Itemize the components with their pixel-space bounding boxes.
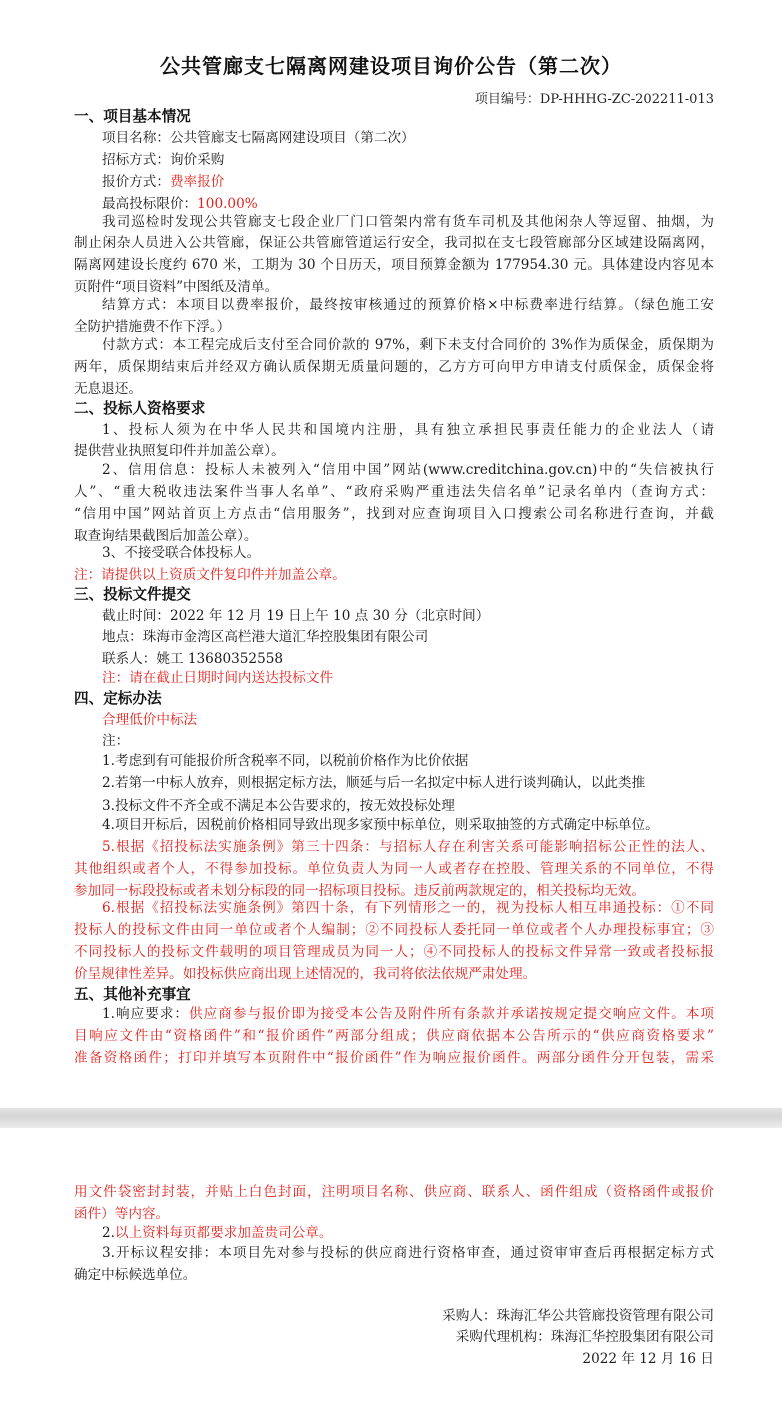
payment-line: 无息退还。 (74, 381, 142, 397)
page-separator (0, 1108, 782, 1128)
seal-requirement-label: 2. (102, 1225, 115, 1241)
award-rule-6-line: 价呈规律性差异。如投标供应商出现上述情况的，我司将依法依规严肃处理。 (74, 966, 537, 982)
qualification-item-2-line: “信用中国”网站首页上方点击“信用服务”，找到对应查询项目入口搜索公司名称进行查询，并截 (74, 506, 714, 522)
payment-line: 两年，质保期结束后并经双方确认质保期无质量问题的，乙方方可向甲方申请支付质保金，质保金将 (74, 359, 714, 375)
qualification-item-2-line: 取查询结果截图后加盖公章）。 (74, 528, 258, 544)
document-title: 公共管廊支七隔离网建设项目询价公告（第二次） (160, 54, 622, 78)
award-rule-5-line: 5.根据《招投标法实施条例》第三十四条：与招标人存在利害关系可能影响招标公正性的法人、 (102, 839, 714, 855)
award-rule-4: 4.项目开标后，因税前价格相同导致出现多家预中标单位，则采取抽签的方式确定中标单位。 (102, 817, 659, 833)
signature-date: 2022 年 12 月 16 日 (582, 1351, 714, 1367)
response-requirement-continued-line: 用文件袋密封封装，并贴上白色封面，注明项目名称、供应商、联系人、函件组成（资格函件或报价 (74, 1184, 714, 1200)
award-rule-6-line: 投标人的投标文件由同一单位或者个人编制；②不同投标人委托同一单位或者个人办理投标事宜；③ (74, 922, 714, 938)
response-requirement-label: 1.响应要求： (102, 1006, 190, 1022)
award-rule-6-line: 6.根据《招投标法实施条例》第四十条，有下列情形之一的，视为投标人相互串通投标：①不同 (102, 900, 714, 916)
qualification-item-2-line: 人”、“重大税收违法案件当事人名单”、“政府采购严重违法失信名单”记录名单内（查询方式： (74, 484, 714, 500)
section-1-heading: 一、项目基本情况 (74, 108, 191, 125)
section-3-heading: 三、投标文件提交 (74, 586, 191, 603)
project-description-line: 制止闲杂人员进入公共管廊，保证公共管廊管道运行安全，我司拟在支七段管廊部分区域建设隔离网， (74, 235, 714, 251)
submission-address: 地点：珠海市金湾区高栏港大道汇华控股集团有限公司 (102, 629, 429, 645)
response-requirement-line: 准备资格函件；打印并填写本页附件中“报价函件”作为响应报价函件。两部分函件分开包装，需采 (74, 1050, 714, 1066)
project-description-line: 我司巡检时发现公共管廊支七段企业厂门口管架内常有货车司机及其他闲杂人等逗留、抽烟，为 (102, 214, 714, 230)
award-rule-1: 1.考虑到有可能报价所含税率不同，以税前价格作为比价依据 (102, 753, 469, 769)
seal-requirement (102, 1222, 714, 1244)
submission-deadline: 截止时间：2022 年 12 月 19 日上午 10 点 30 分（北京时间） (102, 608, 490, 624)
qualification-note: 注：请提供以上资质文件复印件并加盖公章。 (74, 567, 346, 583)
tender-method: 招标方式：询价采购 (102, 152, 225, 168)
section-5-heading: 五、其他补充事宜 (74, 986, 191, 1003)
qualification-item-2-line: 2、信用信息：投标人未被列入“信用中国”网站(www.creditchina.gov.cn)中的“失信被执行 (102, 462, 714, 478)
quote-method-value: 费率报价 (169, 174, 225, 190)
agent-signature: 采购代理机构：珠海汇华控股集团有限公司 (455, 1329, 714, 1345)
payment-line: 付款方式：本工程完成后支付至合同价款的 97%，剩下未支付合同价的 3%作为质保金，质保期为 (102, 337, 714, 353)
project-code: 项目编号：DP-HHHG-ZC-202211-013 (474, 92, 714, 107)
award-rule-2: 2.若第一中标人放弃，则根据定标方法，顺延与后一名拟定中标人进行谈判确认，以此类推 (102, 775, 646, 791)
award-rule-3: 3.投标文件不齐全或不满足本公告要求的，按无效投标处理 (102, 798, 455, 814)
section-4-heading: 四、定标办法 (74, 690, 162, 707)
response-requirement-text: 供应商参与报价即为接受本公告及附件所有条款并承诺按规定提交响应文件。本项 (189, 1006, 714, 1022)
award-rule-5-line: 参加同一标段投标或者未划分标段的同一招标项目投标。违反前两款规定的，相关投标均无效。 (74, 883, 645, 899)
project-description-line: 隔离网建设长度约 670 米，工期为 30 个日历天，项目预算金额为 177954.30 元。具体建设内容见本 (74, 257, 714, 273)
award-note-label: 注： (102, 733, 130, 749)
opening-agenda-line: 确定中标候选单位。 (74, 1267, 197, 1283)
project-description-line: 页附件“项目资料”中图纸及清单。 (74, 279, 279, 295)
quote-method (102, 171, 714, 193)
award-method: 合理低价中标法 (102, 712, 198, 728)
quote-method-label: 报价方式： (102, 174, 170, 190)
award-rule-6-line: 不同投标人的投标文件载明的项目管理成员为同一人；④不同投标人的投标文件异常一致或者投标报 (74, 944, 714, 960)
qualification-item-1-line: 提供营业执照复印件并加盖公章）。 (74, 443, 285, 459)
settlement-line: 结算方式：本项目以费率报价，最终按审核通过的预算价格×中标费率进行结算。（绿色施工安 (102, 297, 714, 313)
opening-agenda-line: 3.开标议程安排：本项目先对参与投标的供应商进行资格审查，通过资审审查后再根据定标方式 (102, 1245, 714, 1261)
response-requirement-line: 目响应文件由“资格函件”和“报价函件”两部分组成；供应商依据本公告所示的“供应商资格要求” (74, 1028, 714, 1044)
qualification-item-1-line: 1、投标人须为在中华人民共和国境内注册，具有独立承担民事责任能力的企业法人（请 (102, 422, 714, 438)
contact-person: 联系人：姚工 13680352558 (102, 651, 284, 667)
qualification-item-3: 3、不接受联合体投标人。 (102, 545, 261, 561)
award-rule-5-line: 其他组织或者个人，不得参加投标。单位负责人为同一人或者存在控股、管理关系的不同单位，不得 (74, 861, 714, 877)
buyer-signature: 采购人：珠海汇华公共管廊投资管理有限公司 (442, 1308, 714, 1324)
submission-note: 注：请在截止日期时间内送达投标文件 (102, 670, 334, 686)
project-name: 项目名称：公共管廊支七隔离网建设项目（第二次） (102, 130, 415, 146)
price-limit-value: 100.00% (197, 196, 258, 212)
seal-requirement-text: 以上资料每页都要求加盖贵司公章。 (114, 1225, 333, 1241)
response-requirement-continued-line: 函件）等内容。 (74, 1206, 170, 1222)
price-limit-label: 最高投标限价： (102, 196, 198, 212)
settlement-line: 全防护措施费不作下浮。） (74, 319, 231, 335)
response-requirement-line (102, 1003, 714, 1025)
section-2-heading: 二、投标人资格要求 (74, 400, 206, 417)
document-page-2 (0, 1128, 782, 1423)
